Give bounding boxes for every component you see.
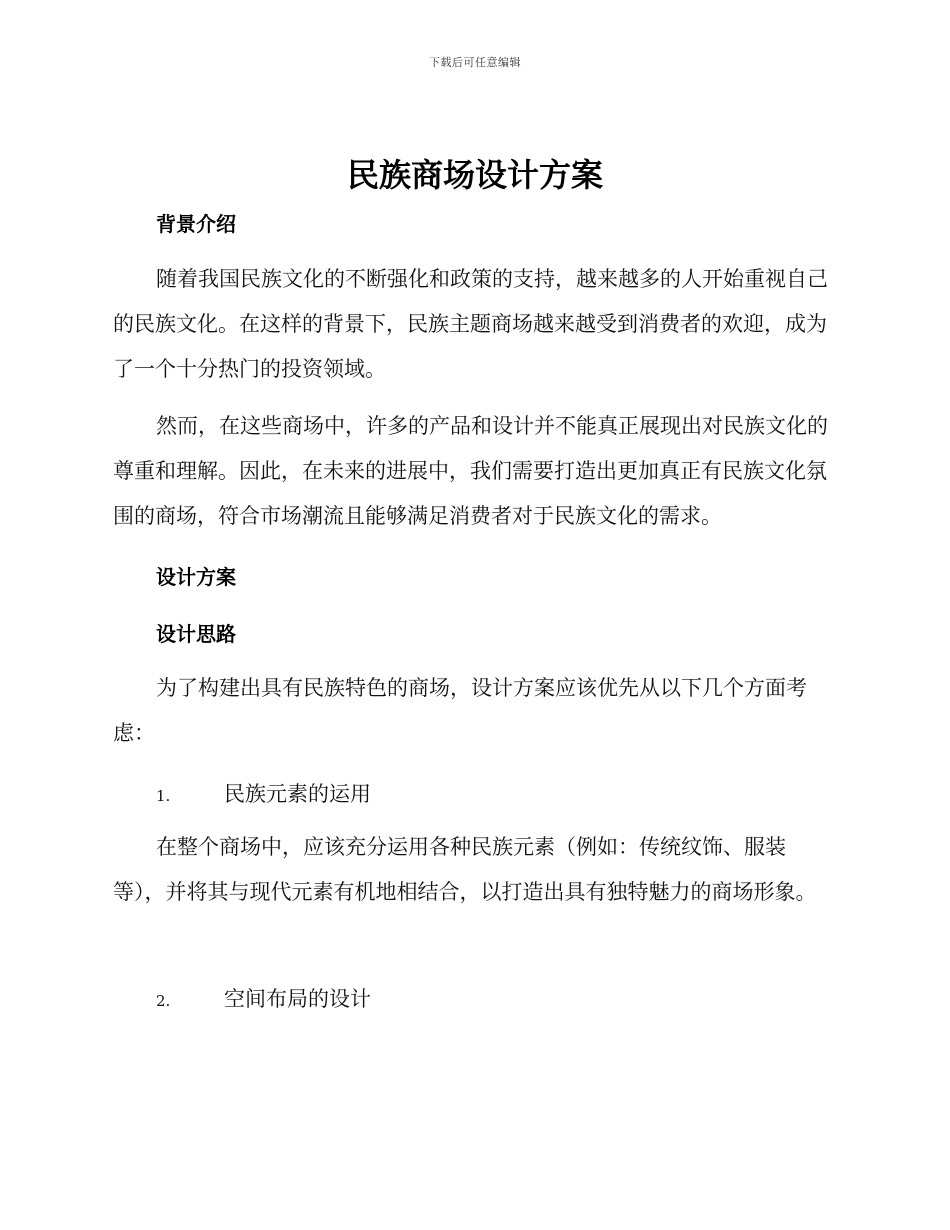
- section-heading-background: 背景介绍: [156, 212, 236, 236]
- paragraph-item-1: 在整个商场中，应该充分运用各种民族元素（例如：传统纹饰、服装等），并将其与现代元素有机地相结合，以打造出具有独特魅力的商场形象。: [113, 835, 817, 904]
- list-item-2-label: 空间布局的设计: [224, 987, 371, 1011]
- list-item-2-number: 2.: [156, 992, 171, 1010]
- paragraph-background-2: 然而，在这些商场中，许多的产品和设计并不能真正展现出对民族文化的尊重和理解。因此，在未来的进展中，我们需要打造出更加真正有民族文化氛围的商场，符合市场潮流且能够满足消费者对于民族文化的需求。: [113, 414, 828, 528]
- paragraph-idea-1: 为了构建出具有民族特色的商场，设计方案应该优先从以下几个方面考虑：: [113, 676, 807, 745]
- section-heading-idea: 设计思路: [156, 622, 236, 646]
- list-item-1: [113, 778, 876, 808]
- list-item-1-number: 1.: [156, 787, 171, 805]
- list-item-1-label: 民族元素的运用: [224, 782, 371, 806]
- page-header-note: 下载后可任意编辑: [429, 56, 521, 69]
- section-heading-design: 设计方案: [156, 565, 236, 589]
- paragraph-background-1: 随着我国民族文化的不断强化和政策的支持，越来越多的人开始重视自己的民族文化。在这样的背景下，民族主题商场越来越受到消费者的欢迎，成为了一个十分热门的投资领域。: [113, 267, 828, 381]
- document-title: 民族商场设计方案: [346, 156, 603, 194]
- list-item-2: [113, 983, 876, 1013]
